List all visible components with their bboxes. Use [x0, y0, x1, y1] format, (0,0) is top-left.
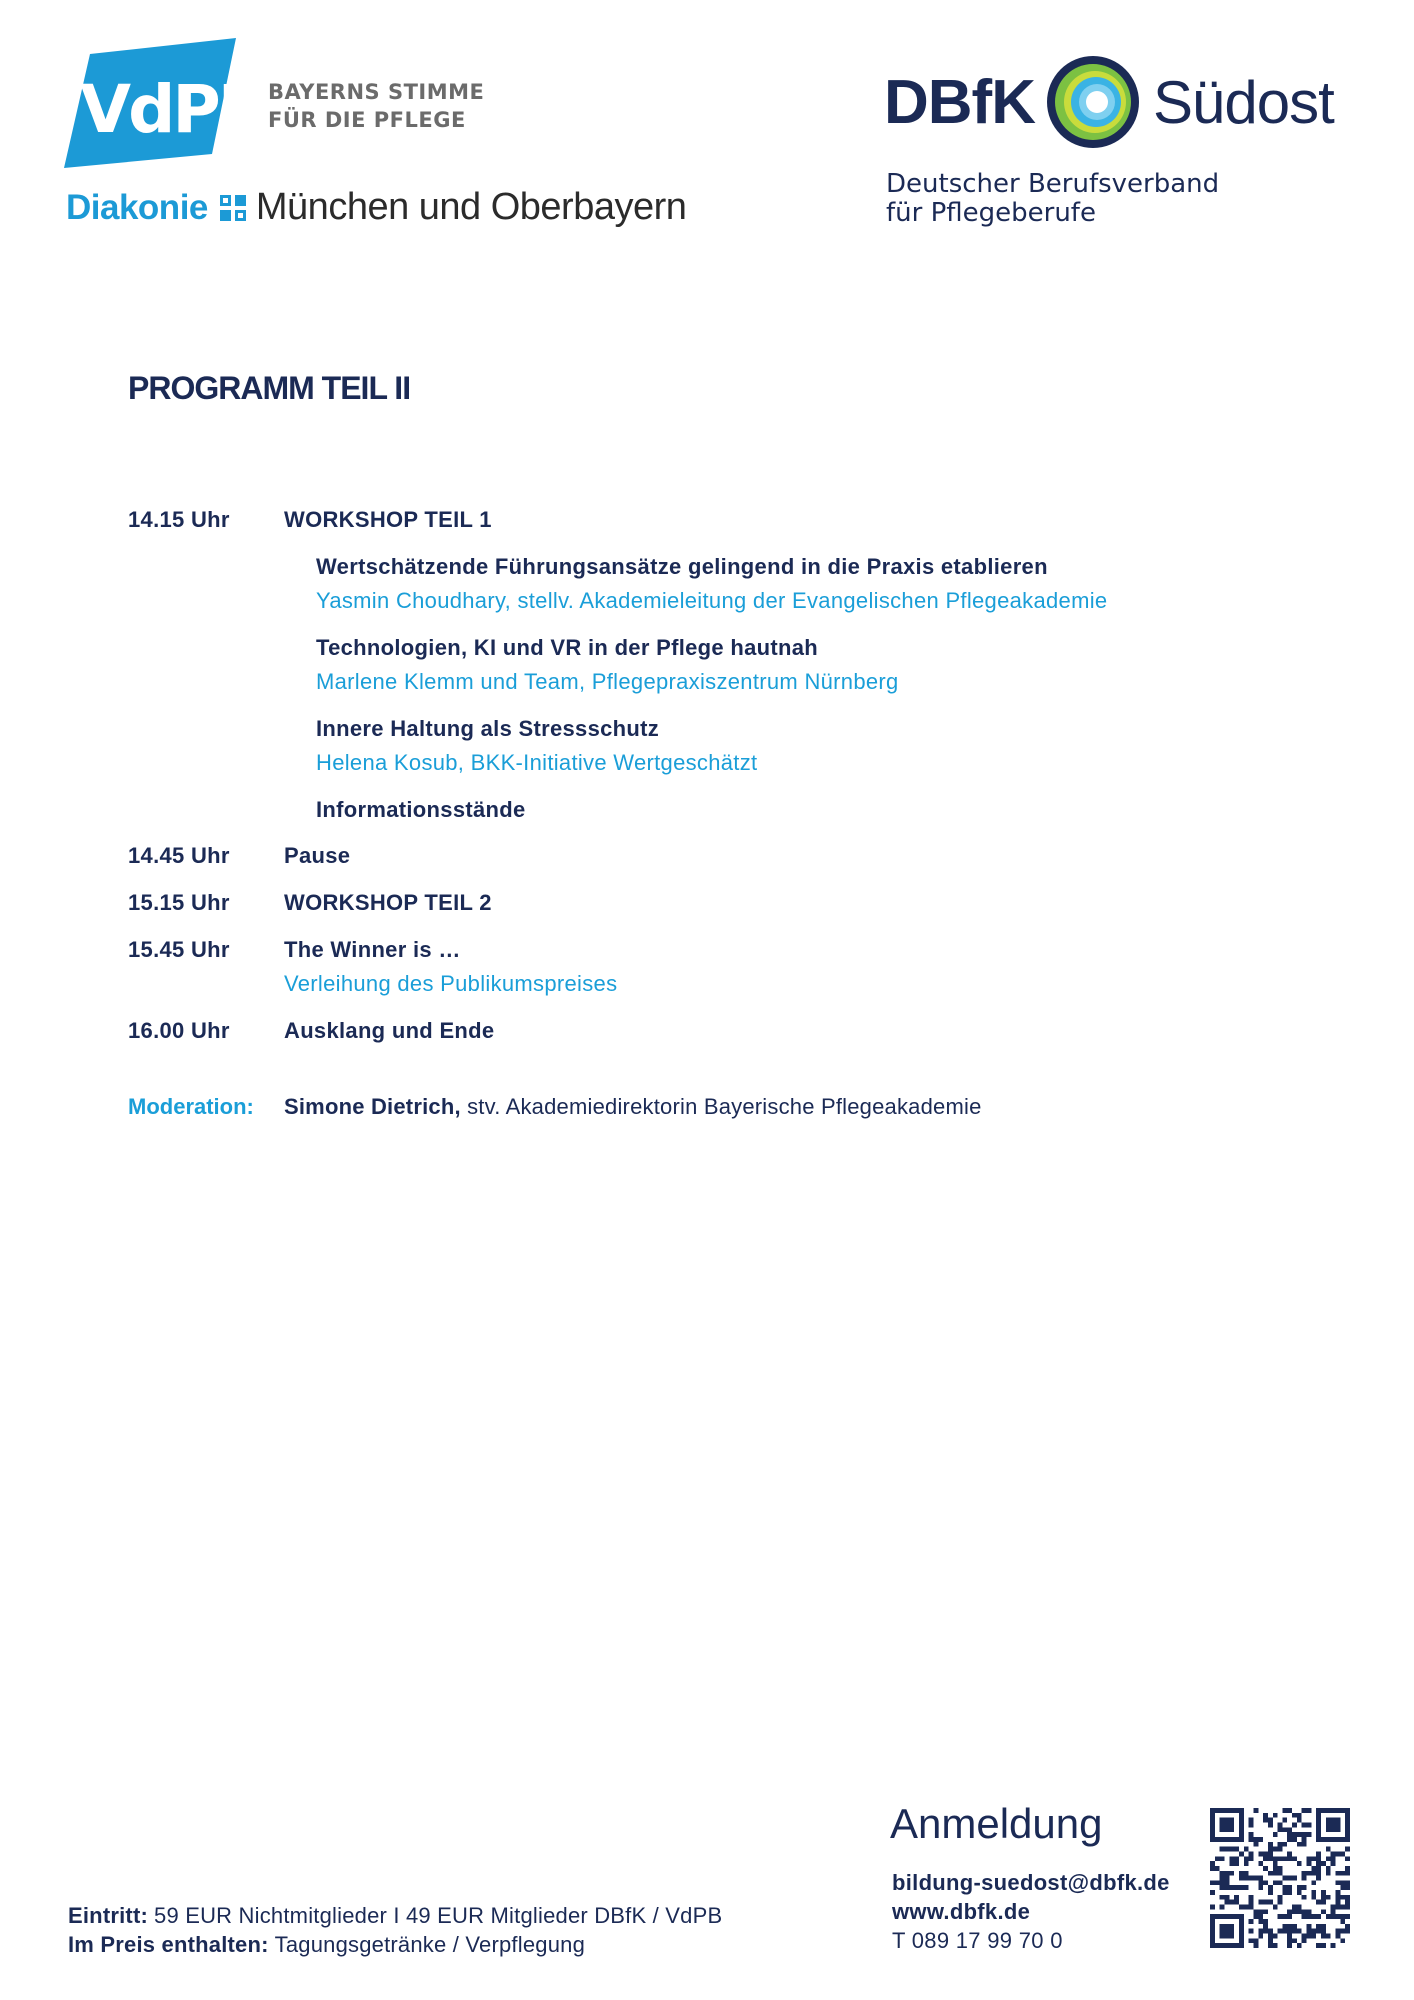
workshop-speaker: Marlene Klemm und Team, Pflegepraxiszentrum Nürnberg: [316, 669, 899, 694]
diakonie-logo: [66, 186, 686, 229]
moderation-label: Moderation:: [128, 1094, 254, 1119]
registration-phone: T 089 17 99 70 0: [892, 1928, 1063, 1953]
moderation-text: [284, 1094, 982, 1120]
dbfk-logo: [884, 52, 1334, 152]
dbfk-fullname-line1: Deutscher Berufsverband: [886, 169, 1220, 199]
time-end: 16.00 Uhr: [128, 1018, 230, 1043]
page-title: PROGRAMM TEIL II: [128, 370, 411, 406]
title-pause: Pause: [284, 843, 351, 868]
subtitle-winner: Verleihung des Publikumspreises: [284, 971, 618, 996]
vdpb-tagline: [268, 78, 484, 134]
workshop-speaker: Yasmin Choudhary, stellv. Akademieleitung der Evangelischen Pflegeakademie: [316, 588, 1108, 613]
workshop-title: Technologien, KI und VR in der Pflege hautnah: [316, 635, 819, 660]
diakonie-region: München und Oberbayern: [255, 186, 687, 228]
title-ws2: WORKSHOP TEIL 2: [284, 890, 492, 915]
time-ws1: 14.15 Uhr: [128, 507, 230, 532]
vdpb-logo-text: VdPB: [80, 71, 266, 148]
dbfk-fullname: [886, 170, 1219, 228]
registration-email[interactable]: bildung-suedost@dbfk.de: [892, 1870, 1170, 1895]
qr-code[interactable]: [1210, 1808, 1350, 1948]
time-winner: 15.45 Uhr: [128, 937, 230, 962]
workshop-speaker: Helena Kosub, BKK-Initiative Wertgeschätzt: [316, 750, 758, 775]
dbfk-fullname-line2: für Pflegeberufe: [886, 198, 1096, 228]
title-ws1: WORKSHOP TEIL 1: [284, 507, 492, 532]
title-end: Ausklang und Ende: [284, 1018, 495, 1043]
workshop-title: Innere Haltung als Stressschutz: [316, 716, 660, 741]
entry-fee: [68, 1903, 722, 1929]
diakonie-cross-icon: [220, 195, 246, 221]
dbfk-word: DBfK: [884, 67, 1035, 137]
entry-fee-value: 59 EUR Nichtmitglieder I 49 EUR Mitglieder DBfK / VdPB: [154, 1903, 723, 1928]
entry-fee-label: Eintritt:: [68, 1903, 149, 1928]
registration-website[interactable]: www.dbfk.de: [892, 1899, 1031, 1924]
title-winner: The Winner is …: [284, 937, 461, 962]
time-pause: 14.45 Uhr: [128, 843, 230, 868]
moderator-name: Simone Dietrich,: [284, 1094, 461, 1119]
vdpb-logo: [62, 36, 266, 168]
included-label: Im Preis enthalten:: [68, 1932, 269, 1957]
vdpb-tagline-line1: BAYERNS STIMME: [268, 80, 485, 104]
dbfk-region: Südost: [1152, 68, 1334, 136]
dbfk-ring-logo: [1043, 52, 1143, 152]
time-ws2: 15.15 Uhr: [128, 890, 230, 915]
included-items: [68, 1932, 585, 1958]
workshop-title: Wertschätzende Führungsansätze gelingend in die Praxis etablieren: [316, 554, 1048, 579]
included-value: Tagungsgetränke / Verpflegung: [274, 1932, 586, 1957]
moderator-role: stv. Akademiedirektorin Bayerische Pflegeakademie: [467, 1094, 982, 1119]
workshop-title: Informationsstände: [316, 797, 526, 822]
diakonie-word: Diakonie: [66, 187, 208, 227]
registration-heading: Anmeldung: [890, 1800, 1103, 1847]
vdpb-tagline-line2: FÜR DIE PFLEGE: [268, 108, 466, 132]
